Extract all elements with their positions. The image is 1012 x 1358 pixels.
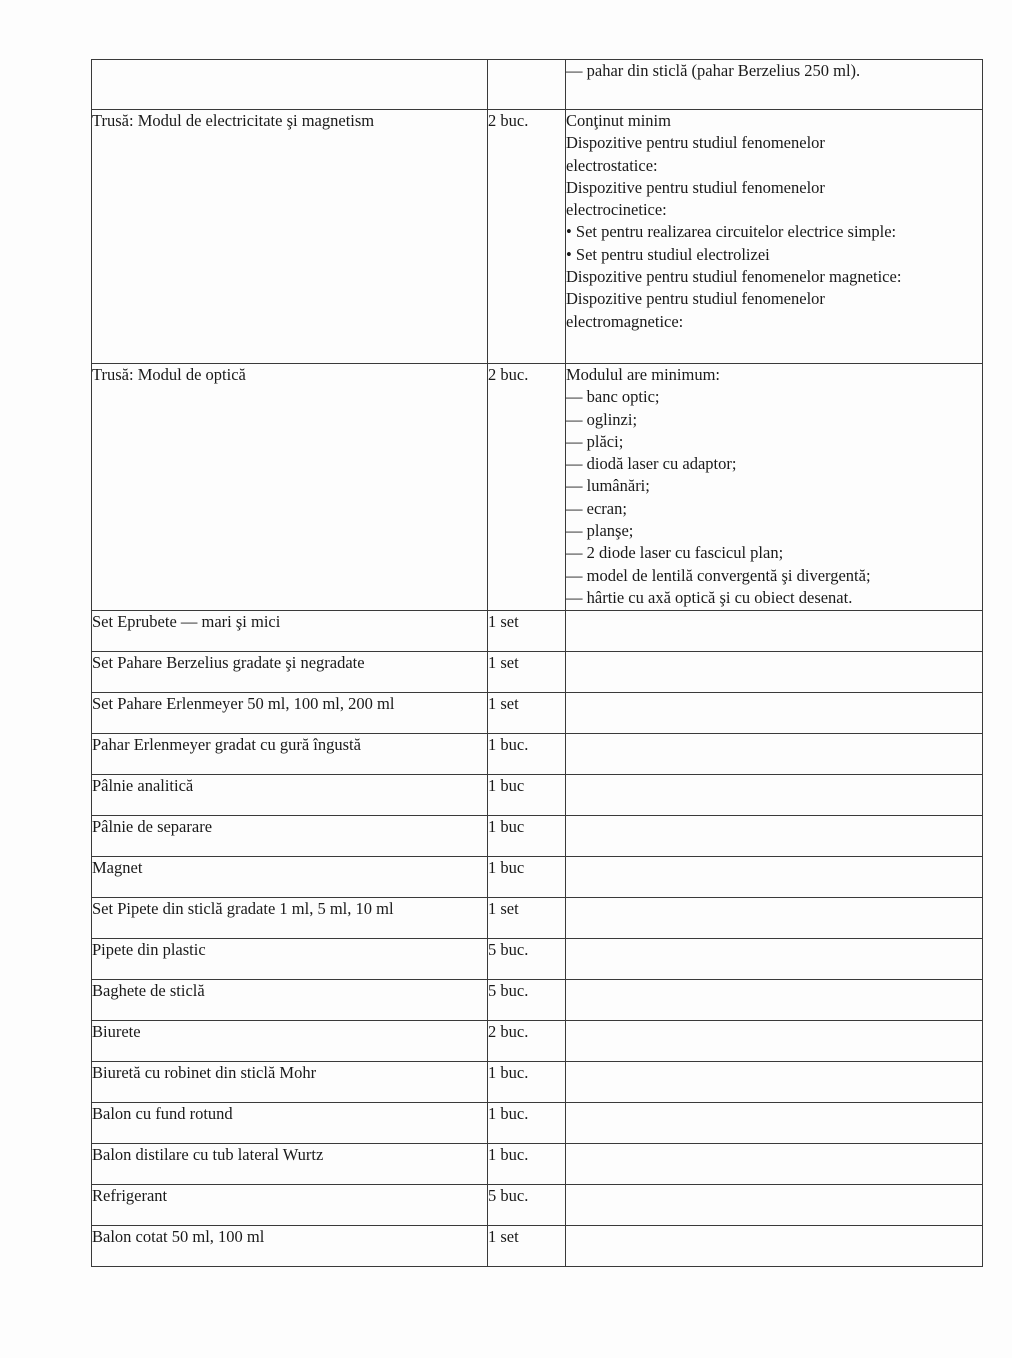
table-row: [92, 1103, 983, 1144]
item-name-cell: Set Pahare Berzelius gradate şi negradate: [92, 652, 488, 693]
specification-cell: [566, 1226, 983, 1267]
table-row: [92, 1226, 983, 1267]
specification-line: — pahar din sticlă (pahar Berzelius 250 ml).: [566, 61, 861, 80]
item-name-cell: Magnet: [92, 857, 488, 898]
specification-line: Dispozitive pentru studiul fenomenelor: [566, 133, 825, 153]
item-name-cell: Baghete de sticlă: [92, 980, 488, 1021]
quantity-cell: 1 buc: [488, 857, 566, 898]
item-name-cell: Refrigerant: [92, 1185, 488, 1226]
specification-line: — planşe;: [566, 521, 634, 541]
specification-line: Conţinut minim: [566, 111, 671, 130]
table-row: [92, 110, 983, 364]
specification-line: Modulul are minimum:: [566, 365, 720, 384]
specification-cell: [566, 857, 983, 898]
item-name-cell: Set Eprubete — mari şi mici: [92, 611, 488, 652]
quantity-cell: 5 buc.: [488, 939, 566, 980]
table-row: [92, 1062, 983, 1103]
item-name-cell: Pahar Erlenmeyer gradat cu gură îngustă: [92, 734, 488, 775]
specification-line: — ecran;: [566, 498, 627, 518]
quantity-cell: 1 set: [488, 1226, 566, 1267]
specification-line: Dispozitive pentru studiul fenomenelor magnetice:: [566, 267, 902, 287]
specification-line: electrocinetice:: [566, 200, 667, 220]
item-name-cell: Trusă: Modul de electricitate şi magnetism: [92, 110, 488, 364]
table-row: [92, 939, 983, 980]
quantity-cell: 1 set: [488, 611, 566, 652]
specification-line: — hârtie cu axă optică şi cu obiect desenat.: [566, 587, 853, 607]
specification-line: — oglinzi;: [566, 409, 638, 429]
table-row: [92, 652, 983, 693]
item-name-cell: Pâlnie analitică: [92, 775, 488, 816]
item-name-cell: Balon distilare cu tub lateral Wurtz: [92, 1144, 488, 1185]
item-name-cell: Set Pipete din sticlă gradate 1 ml, 5 ml, 10 ml: [92, 898, 488, 939]
specification-cell: [566, 898, 983, 939]
table-row: [92, 60, 983, 110]
specification-cell: [566, 816, 983, 857]
quantity-cell: 2 buc.: [488, 1021, 566, 1062]
specification-line: Dispozitive pentru studiul fenomenelor: [566, 289, 825, 309]
specification-cell: [566, 1021, 983, 1062]
specification-cell: [566, 364, 983, 611]
table-row: [92, 611, 983, 652]
item-name-cell: Set Pahare Erlenmeyer 50 ml, 100 ml, 200 ml: [92, 693, 488, 734]
specification-lines: [566, 364, 982, 609]
specification-line: • Set pentru studiul electrolizei: [566, 244, 770, 264]
specification-cell: [566, 1103, 983, 1144]
quantity-cell: 5 buc.: [488, 1185, 566, 1226]
inventory-table-body: [92, 60, 983, 1267]
specification-line: electrostatice:: [566, 155, 658, 175]
specification-line: — lumânări;: [566, 476, 650, 496]
item-name-cell: Trusă: Modul de optică: [92, 364, 488, 611]
quantity-cell: 1 buc.: [488, 1103, 566, 1144]
table-row: [92, 980, 983, 1021]
specification-line: electromagnetice:: [566, 311, 684, 331]
specification-lines: [566, 110, 982, 333]
specification-cell: [566, 652, 983, 693]
quantity-cell: 1 buc.: [488, 734, 566, 775]
table-row: [92, 1144, 983, 1185]
specification-cell: [566, 775, 983, 816]
table-row: [92, 364, 983, 611]
specification-cell: [566, 110, 983, 364]
specification-cell: [566, 1144, 983, 1185]
item-name-cell: Balon cotat 50 ml, 100 ml: [92, 1226, 488, 1267]
specification-cell: [566, 980, 983, 1021]
table-row: [92, 857, 983, 898]
specification-cell: [566, 60, 983, 110]
specification-cell: [566, 939, 983, 980]
item-name-cell: [92, 60, 488, 110]
table-row: [92, 1185, 983, 1226]
item-name-cell: Pâlnie de separare: [92, 816, 488, 857]
quantity-cell: 1 set: [488, 693, 566, 734]
specification-cell: [566, 734, 983, 775]
specification-line: Dispozitive pentru studiul fenomenelor: [566, 177, 825, 197]
specification-cell: [566, 1185, 983, 1226]
table-row: [92, 693, 983, 734]
quantity-cell: 1 buc.: [488, 1062, 566, 1103]
specification-line: — model de lentilă convergentă şi divergentă;: [566, 565, 871, 585]
specification-lines: [566, 60, 982, 82]
item-name-cell: Biuretă cu robinet din sticlă Mohr: [92, 1062, 488, 1103]
specification-line: — banc optic;: [566, 387, 660, 407]
specification-line: • Set pentru realizarea circuitelor electrice simple:: [566, 222, 897, 242]
specification-cell: [566, 693, 983, 734]
item-name-cell: Pipete din plastic: [92, 939, 488, 980]
quantity-cell: [488, 60, 566, 110]
table-row: [92, 775, 983, 816]
quantity-cell: 2 buc.: [488, 364, 566, 611]
table-row: [92, 734, 983, 775]
item-name-cell: Balon cu fund rotund: [92, 1103, 488, 1144]
quantity-cell: 1 buc: [488, 816, 566, 857]
table-row: [92, 816, 983, 857]
quantity-cell: 1 buc.: [488, 1144, 566, 1185]
quantity-cell: 1 set: [488, 898, 566, 939]
quantity-cell: 1 set: [488, 652, 566, 693]
item-name-cell: Biurete: [92, 1021, 488, 1062]
specification-cell: [566, 611, 983, 652]
specification-line: — 2 diode laser cu fascicul plan;: [566, 543, 784, 563]
quantity-cell: 1 buc: [488, 775, 566, 816]
table-row: [92, 898, 983, 939]
specification-line: — plăci;: [566, 431, 624, 451]
equipment-inventory-table: [91, 59, 983, 1267]
specification-cell: [566, 1062, 983, 1103]
specification-line: — diodă laser cu adaptor;: [566, 454, 737, 474]
quantity-cell: 5 buc.: [488, 980, 566, 1021]
table-row: [92, 1021, 983, 1062]
quantity-cell: 2 buc.: [488, 110, 566, 364]
